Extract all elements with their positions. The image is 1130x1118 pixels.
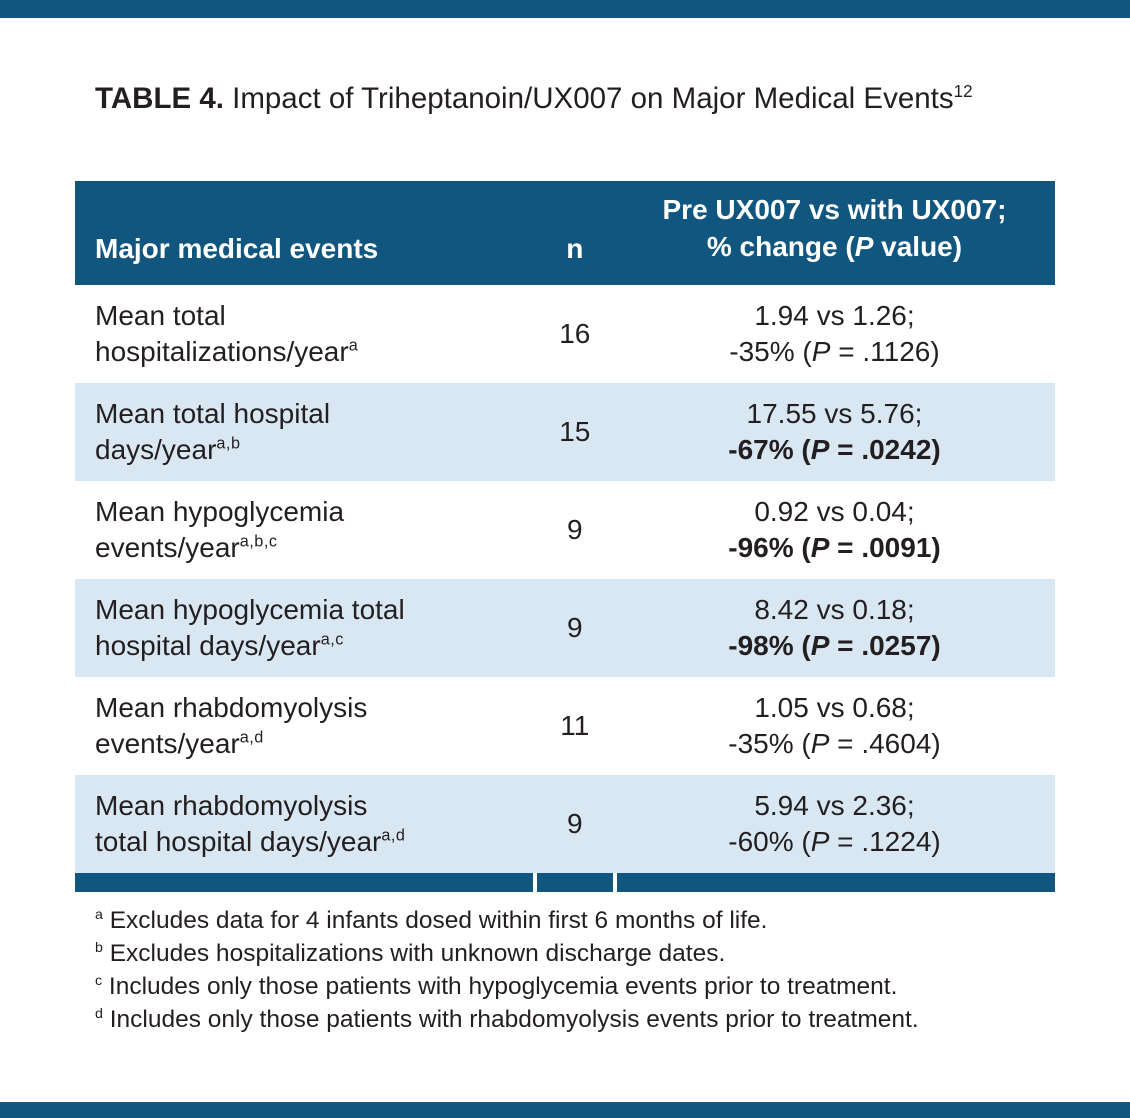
change-prefix: -98% ( xyxy=(728,630,811,661)
row-n-value: 9 xyxy=(567,612,583,643)
row-label xyxy=(75,788,536,860)
footnote-marker: a,b,c xyxy=(239,532,278,551)
p-symbol: P xyxy=(811,336,831,367)
change-prefix: -67% ( xyxy=(728,434,811,465)
footnote-letter: b xyxy=(95,939,103,956)
footnote-marker: a,d xyxy=(239,728,264,747)
bottom-accent-band xyxy=(0,1102,1130,1118)
row-label-line1: Mean hypoglycemia total xyxy=(95,594,405,625)
row-label-line1: Mean rhabdomyolysis xyxy=(95,790,368,821)
table-bottom-border-segment xyxy=(75,873,533,892)
row-label-line2: days/year xyxy=(95,434,217,465)
p-symbol: P xyxy=(810,728,830,759)
table-row xyxy=(75,383,1055,481)
table-bottom-border xyxy=(75,873,1055,892)
title-reference-superscript: 12 xyxy=(953,82,973,102)
row-label xyxy=(75,592,536,664)
row-label-line1: Mean hypoglycemia xyxy=(95,496,345,527)
footnote-text: Excludes hospitalizations with unknown discharge dates. xyxy=(109,940,726,967)
medical-events-table xyxy=(75,181,1055,892)
row-n-value: 15 xyxy=(559,416,591,447)
row-change xyxy=(614,494,1055,566)
footnote-text: Includes only those patients with rhabdomyolysis events prior to treatment. xyxy=(109,1006,919,1033)
change-suffix: = .1126) xyxy=(830,336,940,367)
footnote-marker: a,d xyxy=(381,826,406,845)
row-change-line1: 0.92 vs 0.04; xyxy=(754,496,915,527)
row-n-value: 9 xyxy=(567,808,583,839)
change-suffix: = .0257) xyxy=(829,630,941,661)
table-row xyxy=(75,285,1055,383)
row-change xyxy=(614,690,1055,762)
row-change-line1: 1.05 vs 0.68; xyxy=(754,692,915,723)
row-change xyxy=(614,592,1055,664)
row-label-line2: total hospital days/year xyxy=(95,826,382,857)
row-label-line2: hospitalizations/year xyxy=(95,336,349,367)
footnote-letter: d xyxy=(95,1005,103,1022)
p-symbol: P xyxy=(810,826,830,857)
row-change xyxy=(614,298,1055,370)
row-change-line1: 5.94 vs 2.36; xyxy=(754,790,915,821)
header-major-medical-events: Major medical events xyxy=(95,233,379,264)
row-change-line1: 8.42 vs 0.18; xyxy=(754,594,915,625)
header-change-line1: Pre UX007 vs with UX007; xyxy=(662,194,1007,225)
change-suffix: = .0242) xyxy=(829,434,941,465)
change-suffix: = .0091) xyxy=(829,532,941,563)
row-change-line2 xyxy=(614,334,1055,370)
footnote-text: Includes only those patients with hypoglycemia events prior to treatment. xyxy=(108,973,898,1000)
row-label-line1: Mean total hospital xyxy=(95,398,331,429)
change-prefix: -96% ( xyxy=(728,532,811,563)
table-row xyxy=(75,481,1055,579)
change-suffix: = .1224) xyxy=(829,826,941,857)
change-suffix: = .4604) xyxy=(829,728,941,759)
p-symbol: P xyxy=(810,532,830,563)
row-change xyxy=(614,788,1055,860)
footnote-marker: a,b xyxy=(216,434,241,453)
row-n-value: 9 xyxy=(567,514,583,545)
p-symbol: P xyxy=(854,231,874,262)
row-label xyxy=(75,396,536,468)
row-change-line2 xyxy=(614,628,1055,664)
table-row xyxy=(75,775,1055,873)
header-n: n xyxy=(566,233,584,264)
table-row xyxy=(75,677,1055,775)
row-change-line2 xyxy=(614,726,1055,762)
header-change-prefix: % change ( xyxy=(706,231,855,262)
p-symbol: P xyxy=(810,630,830,661)
row-n-value: 11 xyxy=(560,710,590,741)
header-change xyxy=(614,191,1055,265)
table-header-row xyxy=(75,181,1055,285)
row-label-line2: events/year xyxy=(95,728,240,759)
footnote-b xyxy=(95,937,919,970)
footnote-a xyxy=(95,904,919,937)
footnote-text: Excludes data for 4 infants dosed within first 6 months of life. xyxy=(109,907,768,934)
table-title-text: Impact of Triheptanoin/UX007 on Major Medical Events xyxy=(223,82,954,115)
row-change-line2 xyxy=(614,432,1055,468)
table-row xyxy=(75,579,1055,677)
footnote-marker: a,c xyxy=(320,630,344,649)
row-change-line2 xyxy=(614,824,1055,860)
table-bottom-border-segment xyxy=(537,873,613,892)
row-label-line1: Mean total xyxy=(95,300,226,331)
footnote-c xyxy=(95,970,919,1003)
row-label xyxy=(75,298,536,370)
footnote-letter: a xyxy=(95,906,103,923)
footnote-d xyxy=(95,1003,919,1036)
row-change xyxy=(614,396,1055,468)
row-label-line1: Mean rhabdomyolysis xyxy=(95,692,368,723)
row-n-value: 16 xyxy=(559,318,591,349)
row-label-line2: events/year xyxy=(95,532,240,563)
footnotes xyxy=(95,904,919,1036)
change-prefix: -60% ( xyxy=(728,826,811,857)
top-accent-band xyxy=(0,0,1130,18)
header-change-line2 xyxy=(614,228,1055,265)
change-prefix: -35% ( xyxy=(729,336,812,367)
row-change-line1: 17.55 vs 5.76; xyxy=(746,398,923,429)
footnote-marker: a xyxy=(348,336,359,355)
row-label xyxy=(75,690,536,762)
table-title xyxy=(95,78,995,119)
change-prefix: -35% ( xyxy=(728,728,811,759)
row-change-line2 xyxy=(614,530,1055,566)
table-number-label: TABLE 4. xyxy=(95,82,224,115)
header-change-suffix: value) xyxy=(873,231,963,262)
row-label xyxy=(75,494,536,566)
row-change-line1: 1.94 vs 1.26; xyxy=(754,300,915,331)
table-bottom-border-segment xyxy=(617,873,1055,892)
row-label-line2: hospital days/year xyxy=(95,630,321,661)
footnote-letter: c xyxy=(95,972,103,989)
p-symbol: P xyxy=(810,434,830,465)
